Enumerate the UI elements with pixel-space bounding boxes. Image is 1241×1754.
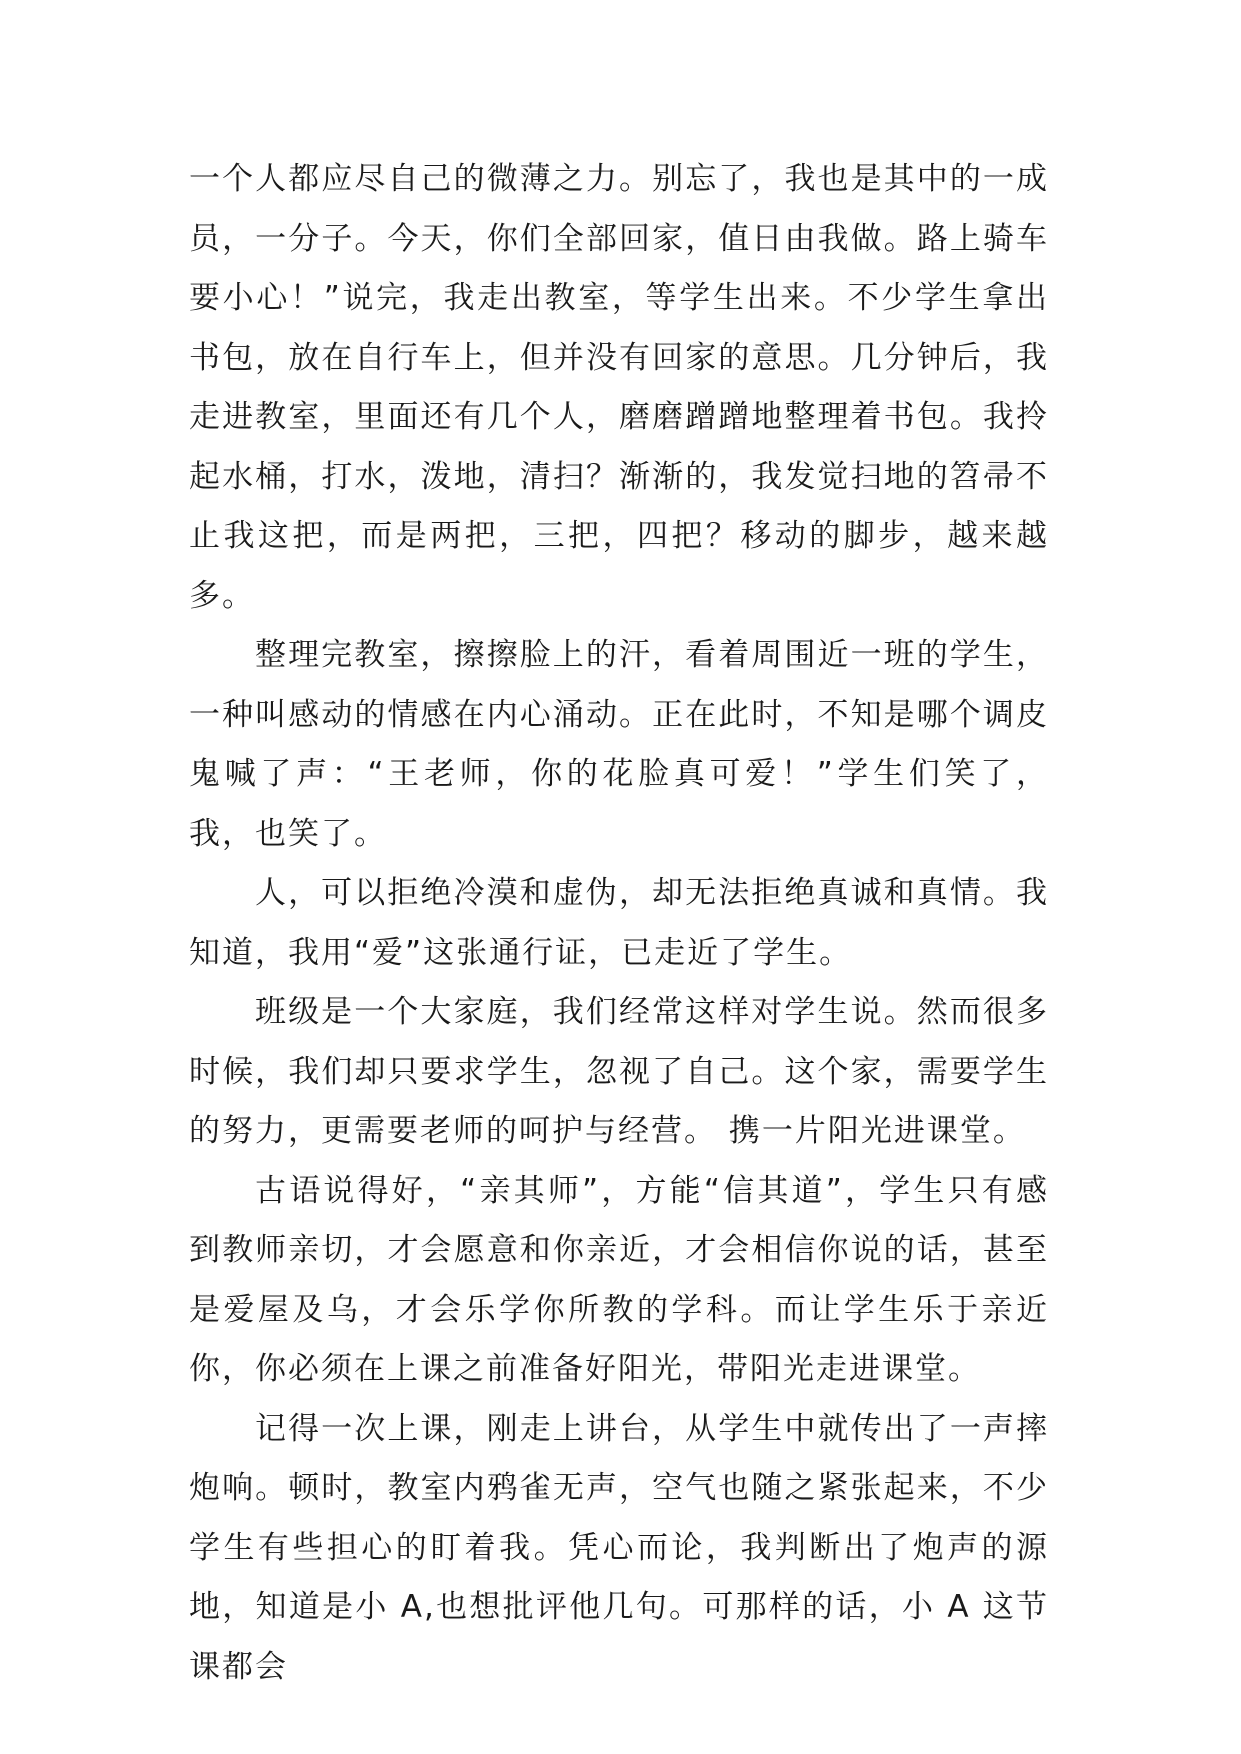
document-body xyxy=(189,150,1049,1697)
paragraph-5: 古语说得好，“亲其师”，方能“信其道”，学生只有感到教师亲切，才会愿意和你亲近，才会相信你说的话，甚至是爱屋及乌，才会乐学你所教的学科。而让学生乐于亲近你，你必须在上课之前准备好阳光，带阳光走进课堂。 xyxy=(189,1172,1049,1387)
paragraph-4: 班级是一个大家庭，我们经常这样对学生说。然而很多时候，我们却只要求学生，忽视了自己。这个家，需要学生的努力，更需要老师的呵护与经营。 携一片阳光进课堂。 xyxy=(189,994,1049,1149)
paragraph-1: 一个人都应尽自己的微薄之力。别忘了，我也是其中的一成员，一分子。今天，你们全部回家，值日由我做。路上骑车要小心！”说完，我走出教室，等学生出来。不少学生拿出书包，放在自行车上，但并没有回家的意思。几分钟后，我走进教室，里面还有几个人，磨磨蹭蹭地整理着书包。我拎起水桶，打水，泼地，清扫？渐渐的，我发觉扫地的笤帚不止我这把，而是两把，三把，四把？移动的脚步，越来越多。 xyxy=(189,161,1049,614)
paragraph-2: 整理完教室，擦擦脸上的汗，看着周围近一班的学生，一种叫感动的情感在内心涌动。正在此时，不知是哪个调皮鬼喊了声：“王老师，你的花脸真可爱！”学生们笑了，我，也笑了。 xyxy=(189,637,1049,852)
paragraph-3: 人，可以拒绝冷漠和虚伪，却无法拒绝真诚和真情。我知道，我用“爱”这张通行证，已走近了学生。 xyxy=(189,875,1049,971)
paragraph-6: 记得一次上课，刚走上讲台，从学生中就传出了一声摔炮响。顿时，教室内鸦雀无声，空气也随之紧张起来，不少学生有些担心的盯着我。凭心而论，我判断出了炮声的源地，知道是小 A,也想批评他几句。可那样的话，小 A 这节课都会 xyxy=(189,1410,1049,1685)
